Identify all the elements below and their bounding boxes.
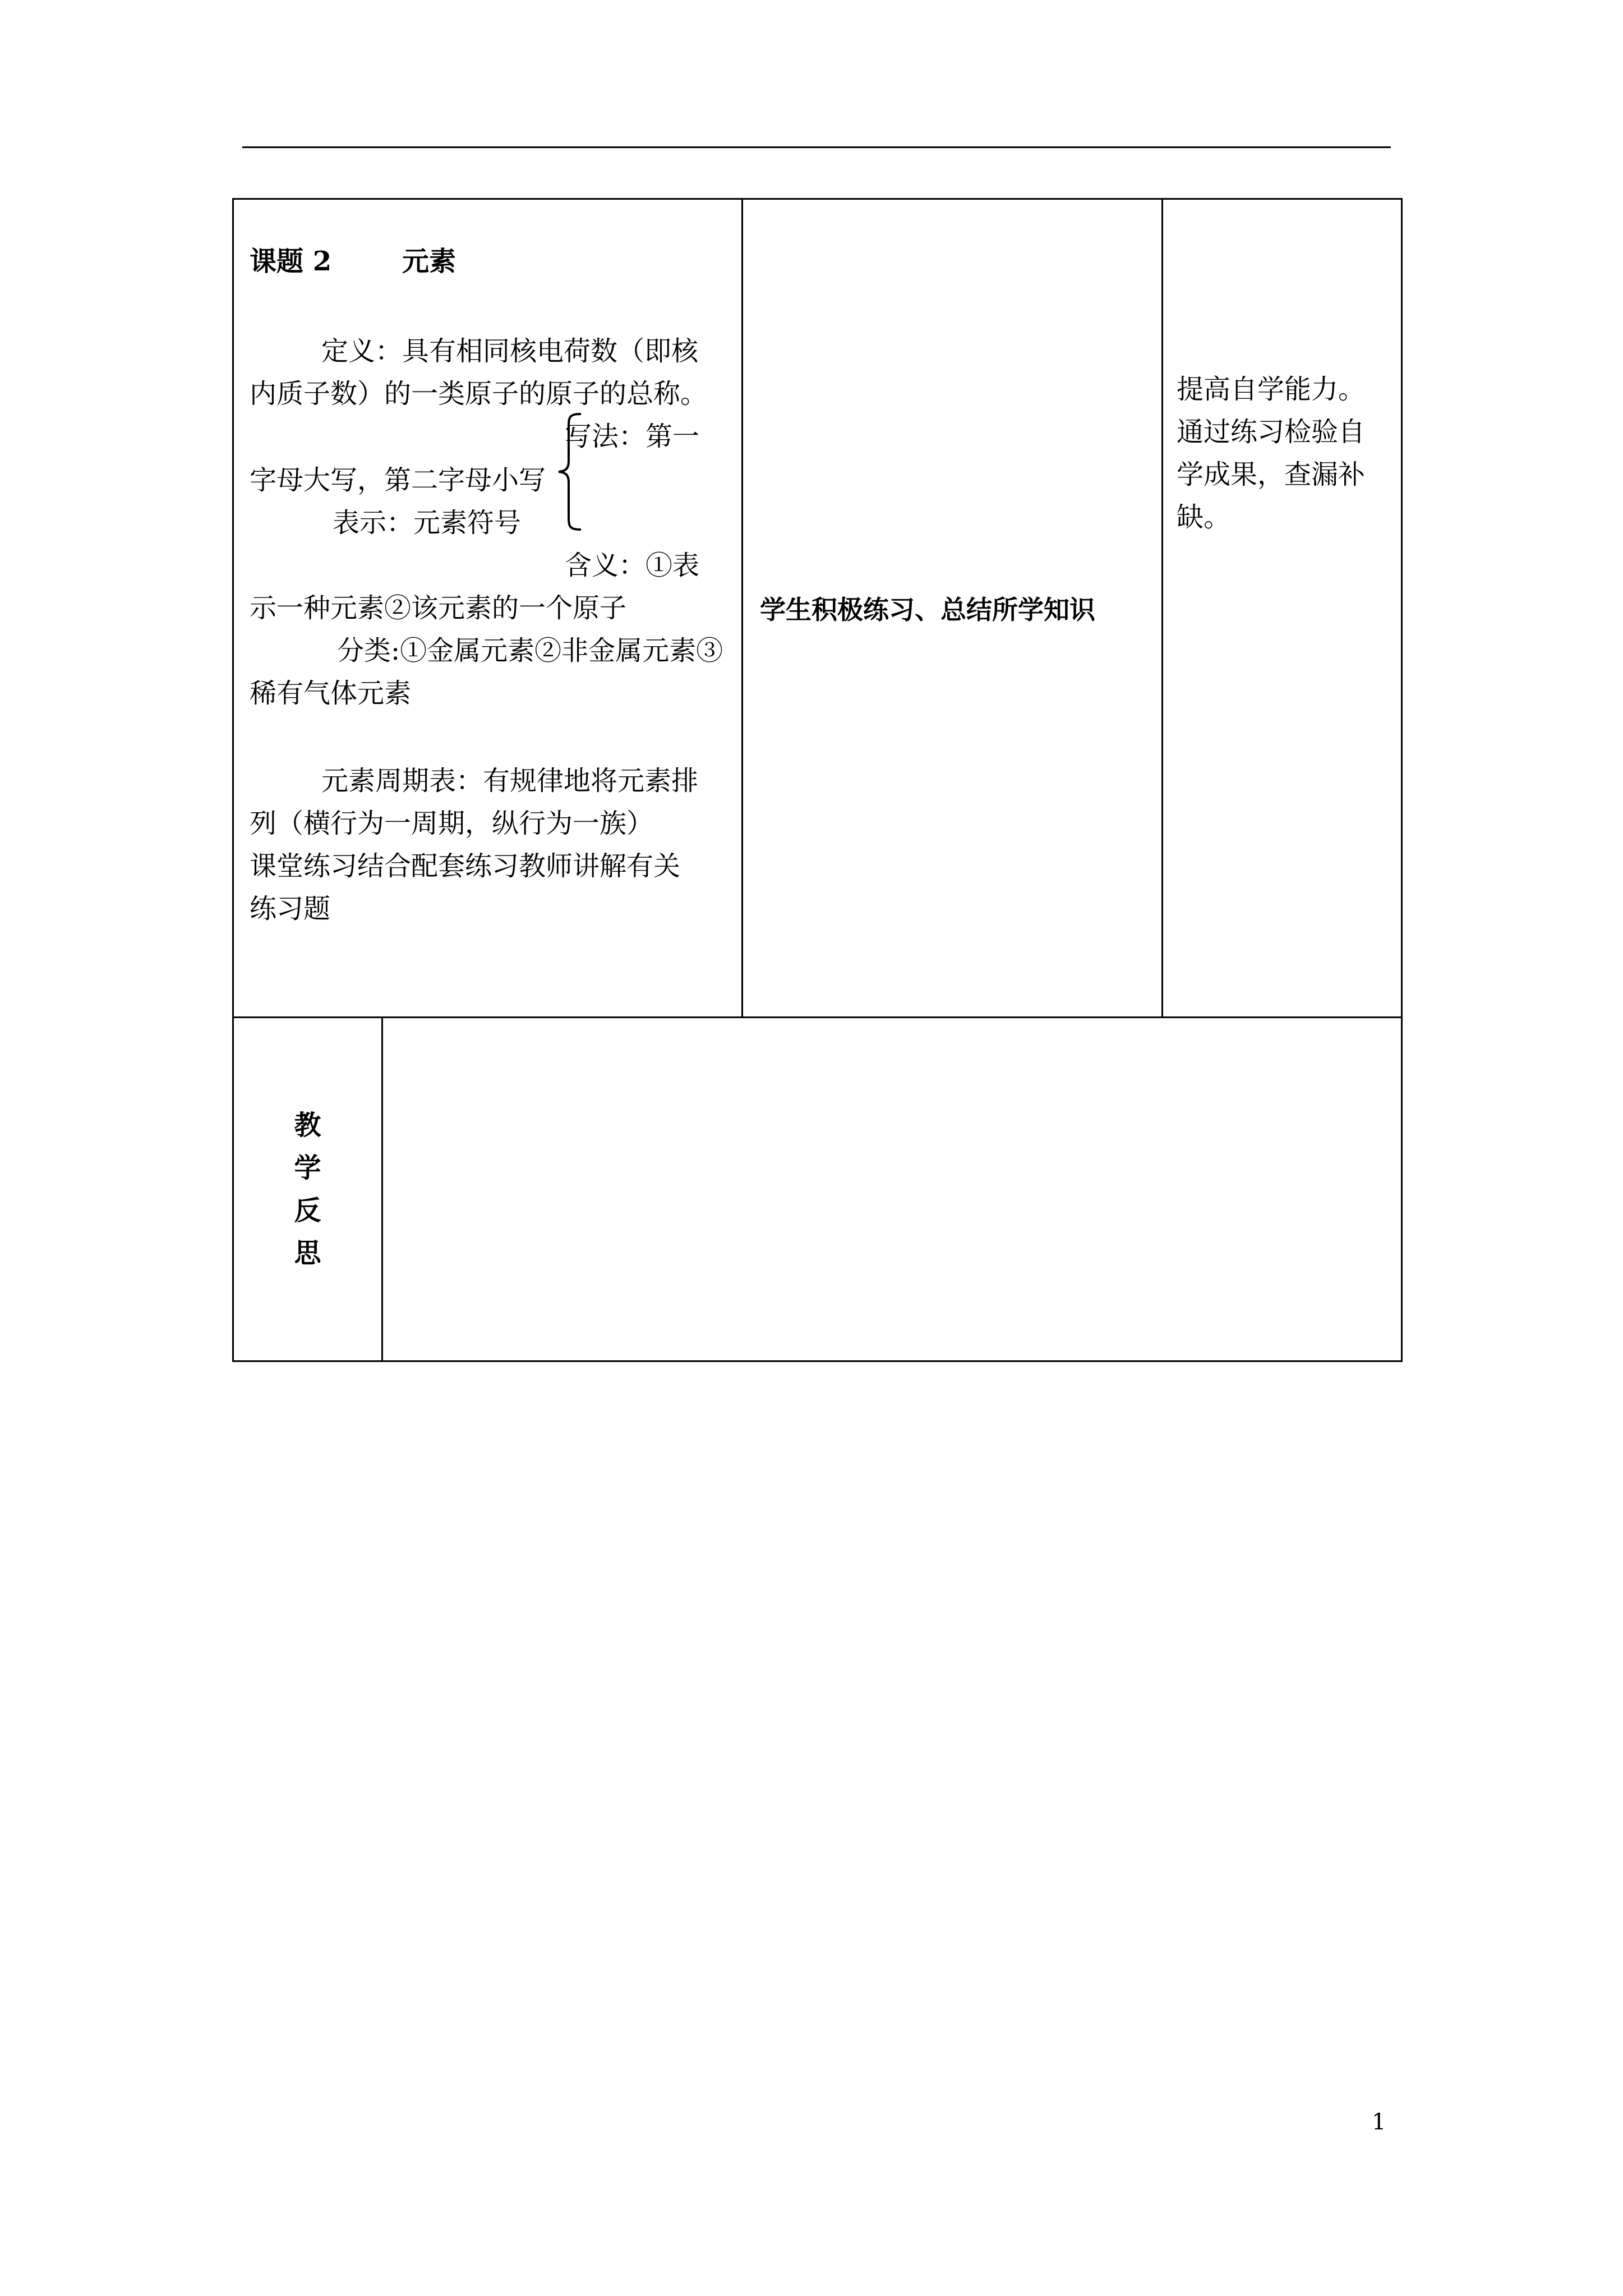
definition-line-1: 定义：具有相同核电荷数（即核 [321, 335, 699, 367]
periodic-table-line-2: 列（横行为一周期，纵行为一族） [250, 808, 654, 839]
header-rule [242, 146, 1391, 148]
purpose-line-2: 通过练习检验自 [1177, 416, 1366, 448]
reflection-char-1: 教 [294, 1110, 321, 1141]
meaning-line-1: 含义：①表 [565, 550, 700, 581]
purpose-text [1163, 200, 1401, 539]
reflection-label [234, 1104, 381, 1274]
purpose-cell [1163, 199, 1402, 1018]
page-number: 1 [1372, 2109, 1386, 2135]
representation-line: 表示：元素符号 [333, 507, 522, 539]
reflection-char-3: 反 [294, 1195, 321, 1226]
purpose-line-3: 学成果，查漏补 [1177, 459, 1366, 490]
lesson-table [232, 198, 1403, 1362]
reflection-label-cell [233, 1018, 382, 1361]
classification-line-2: 稀有气体元素 [250, 678, 412, 709]
lesson-title-label: 课题 2 [250, 246, 332, 277]
periodic-table-line-1: 元素周期表：有规律地将元素排 [321, 765, 699, 797]
purpose-line-4: 缺。 [1177, 501, 1231, 533]
content-row [233, 199, 1402, 1018]
lesson-title-topic: 元素 [402, 246, 457, 277]
writing-rule-line-2: 字母大写，第二字母小写 [250, 464, 546, 496]
reflection-char-2: 学 [294, 1152, 321, 1184]
classification-line-1: 分类:①金属元素②非金属元素③ [337, 635, 723, 666]
writing-rule-line-1: 写法：第一 [565, 421, 700, 452]
reflection-content-cell [382, 1018, 1402, 1361]
activity-cell [743, 199, 1163, 1018]
reflection-char-4: 思 [294, 1237, 321, 1269]
content-cell [233, 199, 743, 1018]
reflection-row [233, 1018, 1402, 1361]
student-activity: 学生积极练习、总结所学知识 [760, 595, 1095, 625]
practice-line-1: 课堂练习结合配套练习教师讲解有关 [250, 850, 681, 882]
definition-line-2: 内质子数）的一类原子的原子的总称。 [250, 378, 708, 409]
curly-brace-icon [556, 412, 583, 532]
practice-line-2: 练习题 [250, 893, 331, 924]
purpose-line-1: 提高自学能力。 [1177, 374, 1366, 405]
meaning-line-2: 示一种元素②该元素的一个原子 [250, 592, 627, 624]
